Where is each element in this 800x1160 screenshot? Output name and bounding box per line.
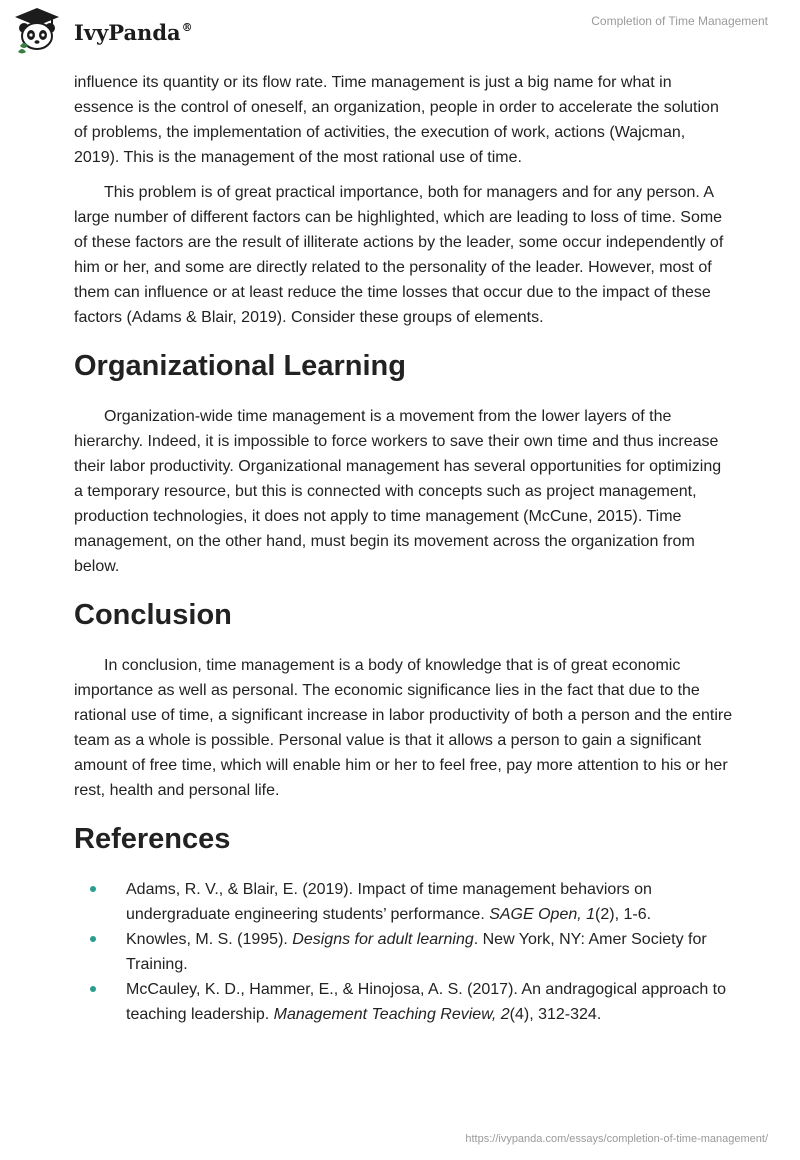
reference-source: Management Teaching Review, 2 (273, 1006, 510, 1023)
paragraph: In conclusion, time management is a body of knowledge that is of great economic importance as well as personal. The economic significance lies in the fact that due to the rational use of time, a significant increase in labor productivity of both a person and the entire team as a whole is possible. Personal value is that it allows a person to gain a significant amount of free time, which will enable him or her to feel free, pay more attention to his or her rest, health and personal life. (74, 657, 733, 799)
reference-text: Knowles, M. S. (1995). (126, 931, 293, 948)
section-heading-references: References (74, 823, 231, 855)
reference-source: Designs for adult learning (292, 931, 474, 948)
reference-item (126, 877, 734, 927)
registered-mark: ® (181, 21, 193, 34)
page-header (0, 0, 800, 60)
reference-item (126, 977, 734, 1027)
bullet-icon (90, 936, 96, 942)
essay-content (74, 70, 734, 1027)
paragraph: influence its quantity or its flow rate. Time management is just a big name for what in essence is the control of oneself, an organization, people in order to accelerate the solution of problems, the implementation of activities, the execution of work, actions (Wajcman, 2019). This is the management of the most rational use of time. (74, 74, 719, 166)
logo-wordmark: IvyPanda® (74, 20, 193, 45)
source-url-link[interactable]: https://ivypanda.com/essays/completion-of-time-management/ (465, 1133, 768, 1145)
ivypanda-logo[interactable] (12, 6, 192, 56)
reference-details: . New York, NY: Amer Society for Training. (126, 931, 707, 973)
references-list (74, 877, 734, 1027)
bullet-icon (90, 986, 96, 992)
paragraph: This problem is of great practical importance, both for managers and for any person. A large number of different factors can be highlighted, which are leading to loss of time. Some of these factors are the result of illiterate actions by the leader, some occur independently of him or her, and some are directly related to the personality of the leader. However, most of them can influence or at least reduce the time losses that occur due to the impact of these factors (Adams & Blair, 2019). Consider these groups of elements. (74, 184, 724, 326)
panda-graduate-icon (12, 6, 62, 54)
reference-source: SAGE Open, 1 (489, 906, 596, 923)
reference-item (126, 927, 734, 977)
paragraph: Organization-wide time management is a movement from the lower layers of the hierarchy. Indeed, it is impossible to force workers to save their own time and thus increase their labor productivity. Organizational management has several opportunities for optimizing a temporary resource, but this is connected with concepts such as project management, production technologies, it does not apply to time management (McCune, 2015). Time management, on the other hand, must begin its movement across the organization from below. (74, 408, 722, 575)
section-heading-organizational-learning: Organizational Learning (74, 350, 406, 382)
bullet-icon (90, 886, 96, 892)
document-title: Completion of Time Management (591, 14, 768, 28)
reference-details: (4), 312-324. (509, 1006, 602, 1023)
reference-text: McCauley, K. D., Hammer, E., & Hinojosa, A. S. (2017). An andragogical approach to teaching leadership. (126, 981, 726, 1023)
section-heading-conclusion: Conclusion (74, 599, 232, 631)
reference-details: (2), 1-6. (595, 906, 652, 923)
reference-text: Adams, R. V., & Blair, E. (2019). Impact of time management behaviors on undergraduate engineering students’ performance. (126, 881, 652, 923)
